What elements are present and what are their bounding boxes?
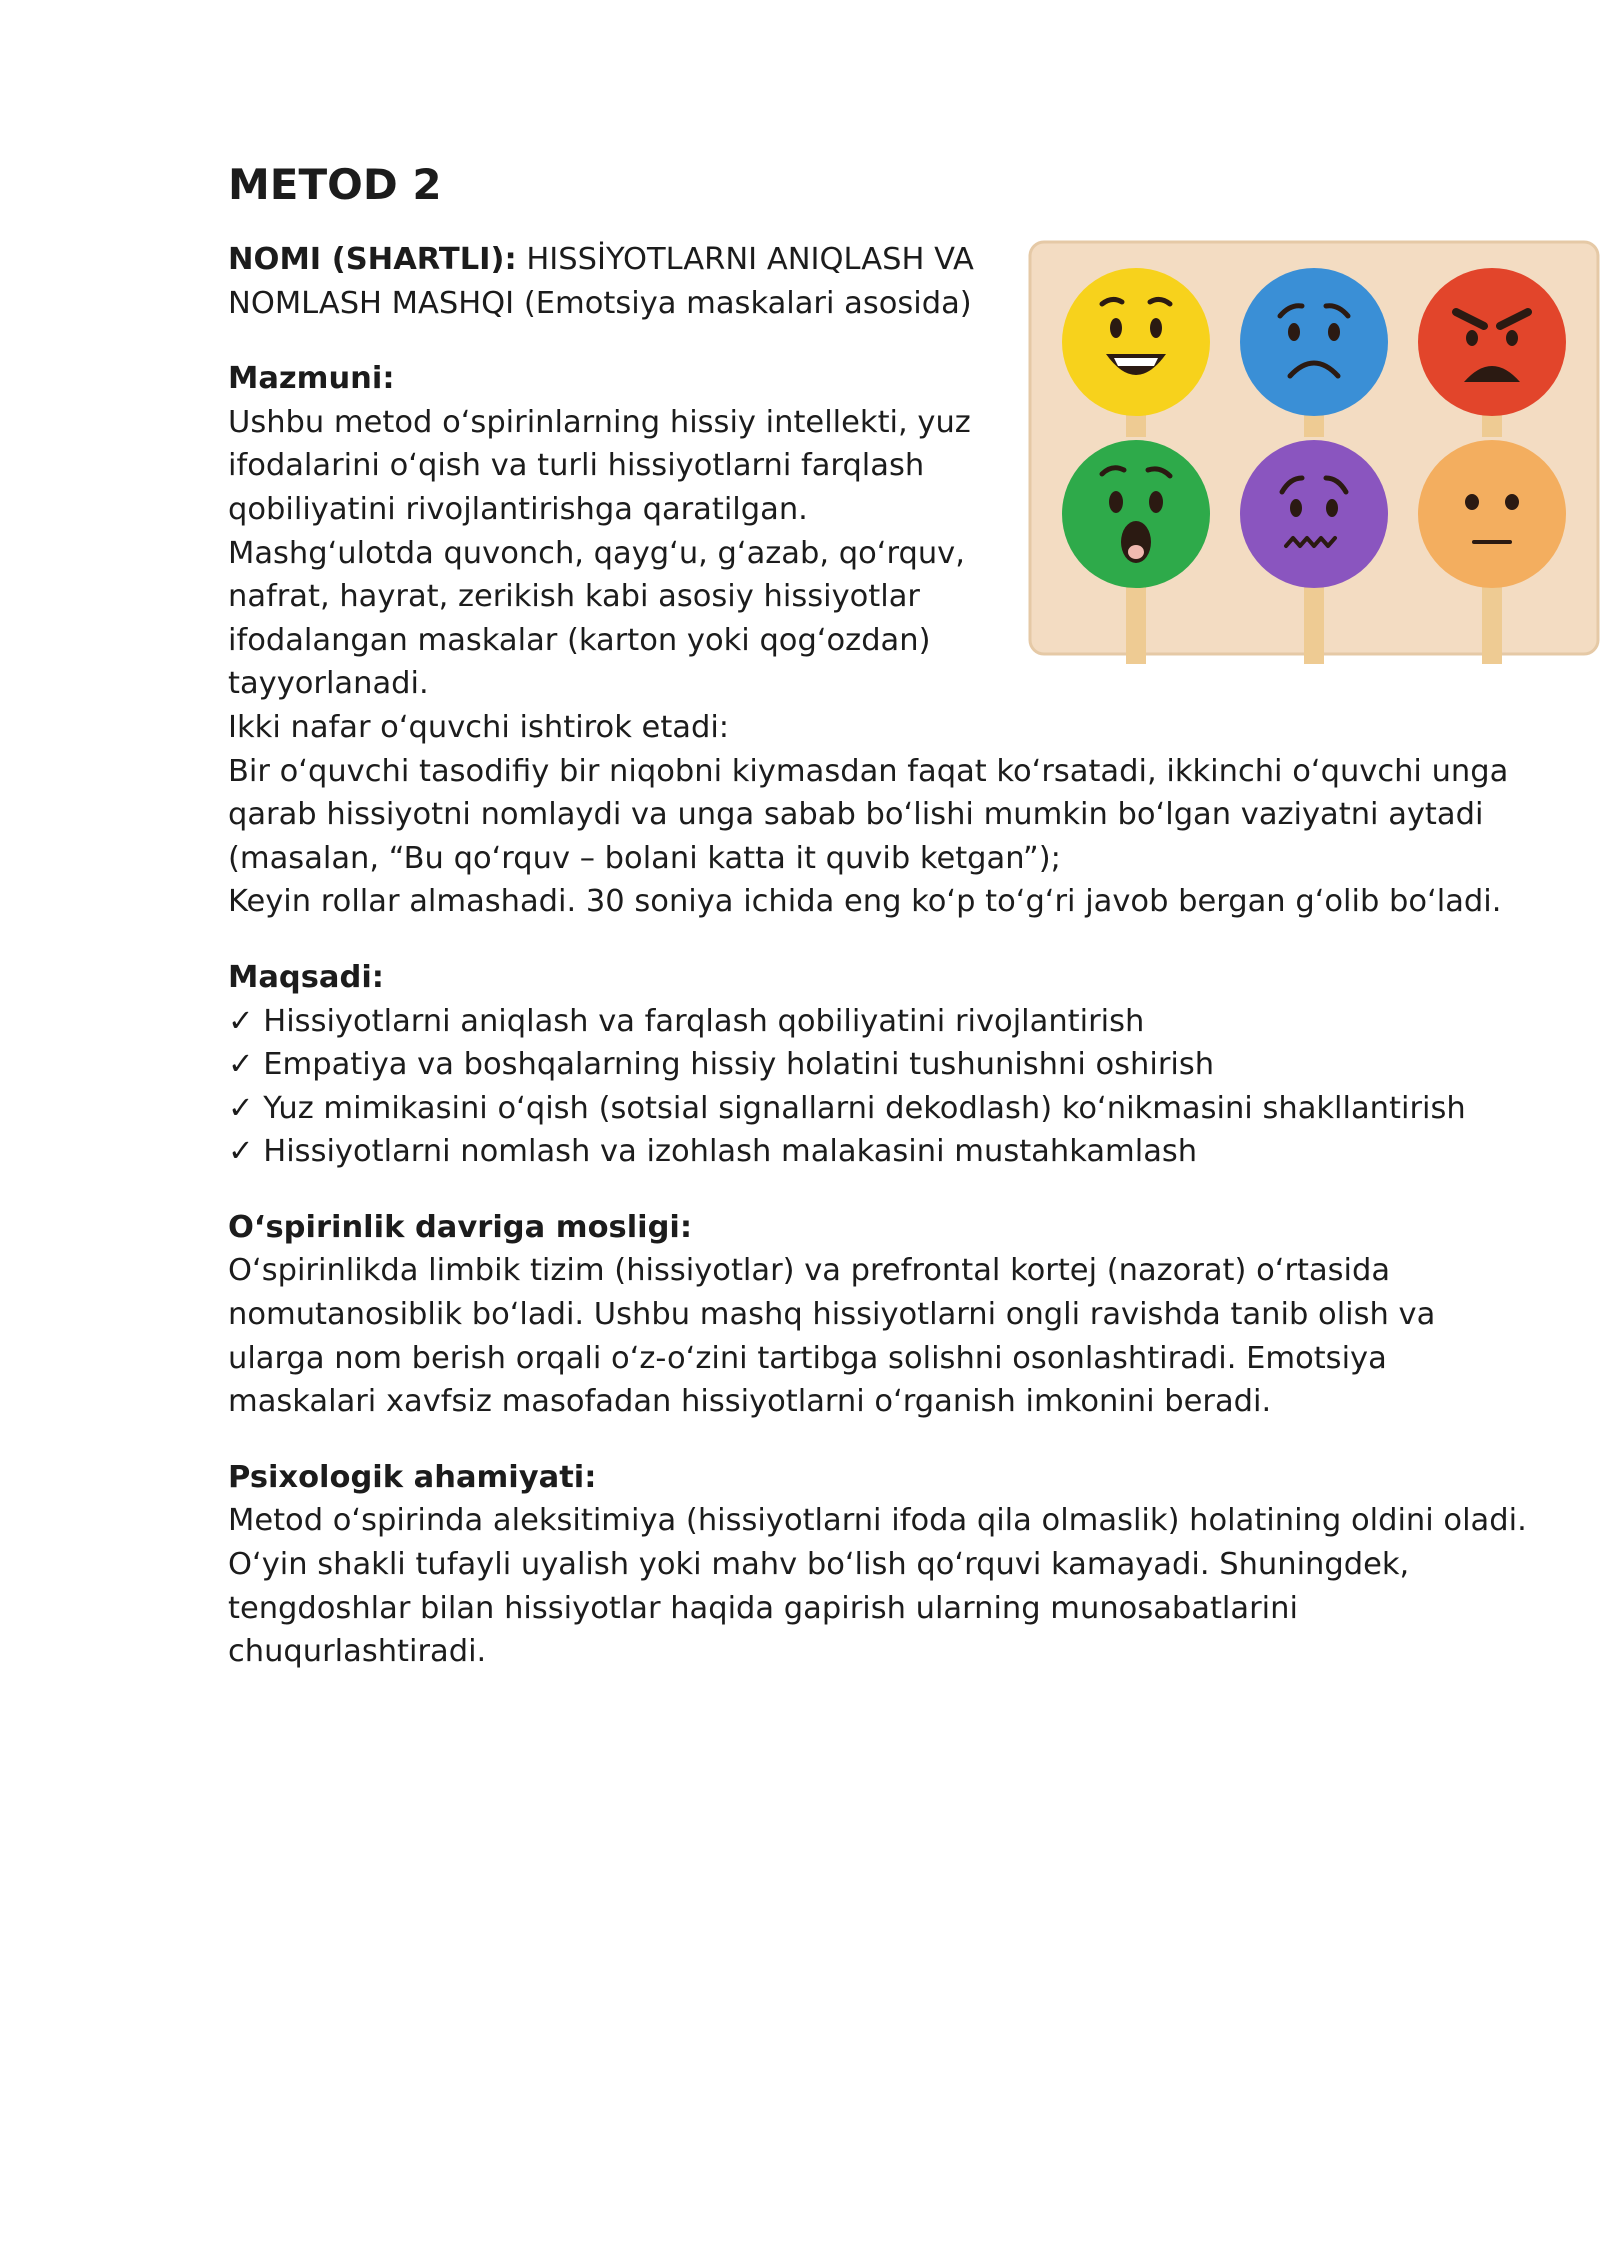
goal-text: Hissiyotlarni nomlash va izohlash malakasini mustahkamlash [263, 1134, 1198, 1170]
section-goals [228, 956, 1528, 1174]
goals-list [228, 1000, 1528, 1174]
content-paragraph: Ikki nafar oʻquvchi ishtirok etadi: [228, 709, 730, 745]
content-heading: Mazmuni: [228, 361, 395, 397]
method-name-label: NOMI (SHARTLI): [228, 242, 517, 277]
emotion-masks-image [1018, 232, 1600, 664]
document-content [228, 158, 1528, 1706]
goal-item [228, 1043, 1528, 1087]
goals-heading: Maqsadi: [228, 959, 384, 995]
content-paragraph: Ushbu metod oʻspirinlarning hissiy intellekti, yuz ifodalarini oʻqish va turli hissiyotlarni farqlash qobiliyatini rivojlantirishga qaratilgan. Mashgʻulotda quvonch, qaygʻu, gʻazab, qoʻrquv, nafrat, hayrat, zerikish kabi asosiy hissiyotlar ifodalangan maskalar (karton yoki qogʻozdan) tayyorlanadi. [228, 404, 971, 702]
check-mark-icon: ✓ [228, 1134, 254, 1170]
section-suitability [228, 1206, 1528, 1424]
goal-item [228, 1130, 1528, 1174]
suitability-heading: Oʻspirinlik davriga mosligi: [228, 1209, 693, 1245]
significance-heading: Psixologik ahamiyati: [228, 1459, 597, 1495]
check-mark-icon: ✓ [228, 1003, 254, 1039]
section-significance [228, 1456, 1528, 1674]
check-mark-icon: ✓ [228, 1090, 254, 1126]
content-paragraph: Keyin rollar almashadi. 30 soniya ichida eng koʻp toʻgʻri javob bergan gʻolib boʻladi. [228, 884, 1502, 920]
page-title: METOD 2 [228, 160, 442, 209]
significance-text: Metod oʻspirinda aleksitimiya (hissiyotlarni ifoda qila olmaslik) holatining oldini oladi. Oʻyin shakli tufayli uyalish yoki mahv boʻlish qoʻrquvi kamayadi. Shuningdek, tengdoshlar bilan hissiyotlar haqida gapirish ularning munosabatlarini chuqurlashtiradi. [228, 1503, 1527, 1670]
goal-text: Hissiyotlarni aniqlash va farqlash qobiliyatini rivojlantirish [263, 1003, 1145, 1039]
content-paragraph: Bir oʻquvchi tasodifiy bir niqobni kiymasdan faqat koʻrsatadi, ikkinchi oʻquvchi unga qarab hissiyotni nomlaydi va unga sabab boʻlishi mumkin boʻlgan vaziyatni aytadi (masalan, “Bu qoʻrquv – bolani katta it quvib ketgan”); [228, 753, 1509, 876]
goal-item [228, 1087, 1528, 1131]
goal-item [228, 1000, 1528, 1044]
check-mark-icon: ✓ [228, 1047, 254, 1083]
method-name-text: HISSİYOTLARNI ANIQLASH VA NOMLASH MASHQI (Emotsiya maskalari asosida) [228, 242, 974, 321]
goal-text: Yuz mimikasini oʻqish (sotsial signallarni dekodlash) koʻnikmasini shakllantirish [263, 1090, 1466, 1126]
goal-text: Empatiya va boshqalarning hissiy holatini tushunishni oshirish [263, 1047, 1215, 1083]
suitability-text: Oʻspirinlikda limbik tizim (hissiyotlar) va prefrontal kortej (nazorat) oʻrtasida nomutanosiblik boʻladi. Ushbu mashq hissiyotlarni ongli ravishda tanib olish va ularga nom berish orqali oʻz-oʻzini tartibga solishni osonlashtiradi. Emotsiya maskalari xavfsiz masofadan hissiyotlarni oʻrganish imkonini beradi. [228, 1253, 1436, 1420]
